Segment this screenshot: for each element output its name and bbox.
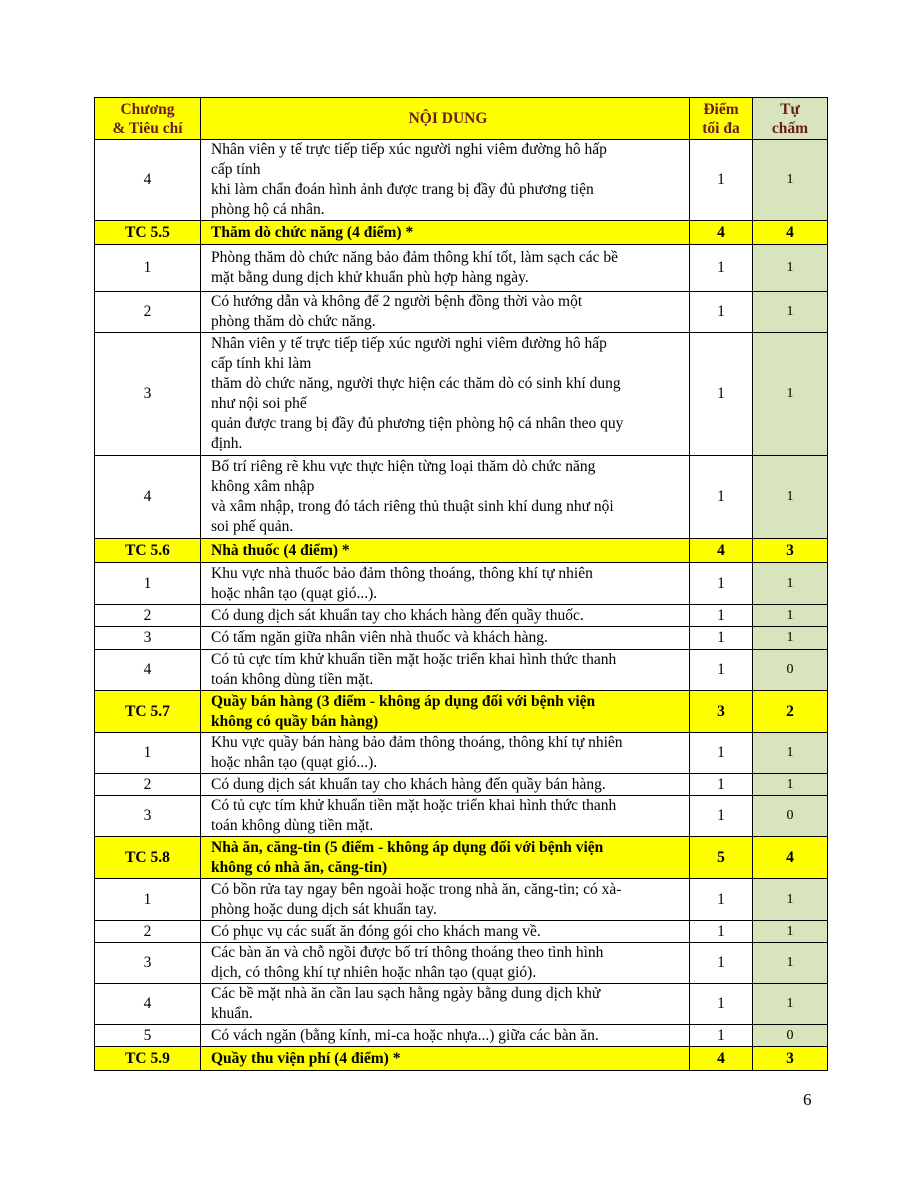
row-content: Có hướng dẫn và không để 2 người bệnh đồng thời vào một phòng thăm dò chức năng. — [201, 292, 690, 333]
page-number: 6 — [803, 1090, 812, 1109]
row-max-score: 1 — [690, 774, 753, 796]
row-content: Các bề mặt nhà ăn cần lau sạch hằng ngày bằng dung dịch khử khuẩn. — [201, 984, 690, 1025]
row-self-score: 1 — [753, 563, 828, 605]
row-content: Có dung dịch sát khuẩn tay cho khách hàng đến quầy bán hàng. — [201, 774, 690, 796]
row-max-score: 1 — [690, 333, 753, 456]
row-max-score: 1 — [690, 456, 753, 539]
row-number: 4 — [95, 140, 201, 221]
row-content: Có vách ngăn (bằng kính, mi-ca hoặc nhựa...) giữa các bàn ăn. — [201, 1025, 690, 1047]
row-number: 4 — [95, 456, 201, 539]
table-row — [95, 627, 828, 650]
row-content: Có bồn rửa tay ngay bên ngoài hoặc trong nhà ăn, căng-tin; có xà- phòng hoặc dung dịch sát khuẩn tay. — [201, 879, 690, 921]
row-content: Có tấm ngăn giữa nhân viên nhà thuốc và khách hàng. — [201, 627, 690, 650]
section-row — [95, 691, 828, 733]
table-row — [95, 879, 828, 921]
row-number: TC 5.8 — [95, 837, 201, 879]
row-max-score: 1 — [690, 943, 753, 984]
row-self-score: 1 — [753, 879, 828, 921]
row-number: TC 5.5 — [95, 221, 201, 245]
row-number: 3 — [95, 796, 201, 837]
row-number: 5 — [95, 1025, 201, 1047]
table-body — [95, 140, 828, 1071]
row-self-score: 4 — [753, 837, 828, 879]
row-max-score: 1 — [690, 921, 753, 943]
header-chapter: Chương & Tiêu chí — [95, 98, 201, 140]
row-content: Phòng thăm dò chức năng bảo đảm thông khí tốt, làm sạch các bề mặt bằng dung dịch khử khuẩn phù hợp hàng ngày. — [201, 245, 690, 292]
row-max-score: 1 — [690, 245, 753, 292]
row-number: 2 — [95, 605, 201, 627]
row-max-score: 1 — [690, 563, 753, 605]
row-content: Nhân viên y tế trực tiếp tiếp xúc người nghi viêm đường hô hấp cấp tính khi làm chẩn đoán hình ảnh được trang bị đầy đủ phương tiện phòng hộ cá nhân. — [201, 140, 690, 221]
row-number: 4 — [95, 650, 201, 691]
section-row — [95, 539, 828, 563]
row-number: 4 — [95, 984, 201, 1025]
row-self-score: 3 — [753, 1047, 828, 1071]
row-content: Bố trí riêng rẽ khu vực thực hiện từng loại thăm dò chức năng không xâm nhập và xâm nhập, trong đó tách riêng thủ thuật sinh khí dung như nội soi phế quản. — [201, 456, 690, 539]
row-self-score: 1 — [753, 140, 828, 221]
section-row — [95, 221, 828, 245]
table-row — [95, 563, 828, 605]
row-self-score: 1 — [753, 292, 828, 333]
row-number: 1 — [95, 733, 201, 774]
row-number: 2 — [95, 292, 201, 333]
table-row — [95, 984, 828, 1025]
row-self-score: 3 — [753, 539, 828, 563]
row-self-score: 1 — [753, 943, 828, 984]
row-max-score: 5 — [690, 837, 753, 879]
row-max-score: 1 — [690, 879, 753, 921]
row-content: Nhà ăn, căng-tin (5 điểm - không áp dụng đối với bệnh viện không có nhà ăn, căng-tin) — [201, 837, 690, 879]
row-self-score: 1 — [753, 456, 828, 539]
table-header-row — [95, 98, 828, 140]
row-number: 1 — [95, 245, 201, 292]
row-number: 3 — [95, 943, 201, 984]
row-number: 1 — [95, 879, 201, 921]
row-max-score: 1 — [690, 796, 753, 837]
table-row — [95, 292, 828, 333]
row-max-score: 1 — [690, 627, 753, 650]
row-number: 2 — [95, 921, 201, 943]
row-content: Có phục vụ các suất ăn đóng gói cho khách mang về. — [201, 921, 690, 943]
row-max-score: 4 — [690, 539, 753, 563]
table-row — [95, 1025, 828, 1047]
row-self-score: 0 — [753, 650, 828, 691]
section-row — [95, 837, 828, 879]
table-row — [95, 943, 828, 984]
row-max-score: 1 — [690, 650, 753, 691]
table-row — [95, 456, 828, 539]
row-self-score: 1 — [753, 733, 828, 774]
row-max-score: 3 — [690, 691, 753, 733]
row-self-score: 1 — [753, 984, 828, 1025]
row-number: 2 — [95, 774, 201, 796]
row-max-score: 1 — [690, 292, 753, 333]
row-max-score: 1 — [690, 140, 753, 221]
row-content: Khu vực quầy bán hàng bảo đảm thông thoáng, thông khí tự nhiên hoặc nhân tạo (quạt gió...). — [201, 733, 690, 774]
row-max-score: 1 — [690, 733, 753, 774]
row-self-score: 0 — [753, 1025, 828, 1047]
row-content: Có tủ cực tím khử khuẩn tiền mặt hoặc triển khai hình thức thanh toán không dùng tiền mặt. — [201, 796, 690, 837]
row-number: 3 — [95, 627, 201, 650]
row-content: Quầy thu viện phí (4 điểm) * — [201, 1047, 690, 1071]
row-number: TC 5.6 — [95, 539, 201, 563]
row-self-score: 4 — [753, 221, 828, 245]
table-row — [95, 796, 828, 837]
row-self-score: 1 — [753, 245, 828, 292]
row-content: Nhà thuốc (4 điểm) * — [201, 539, 690, 563]
row-max-score: 1 — [690, 1025, 753, 1047]
row-self-score: 1 — [753, 627, 828, 650]
row-number: TC 5.9 — [95, 1047, 201, 1071]
table-row — [95, 605, 828, 627]
header-self-score: Tự chấm — [753, 98, 828, 140]
header-max-score: Điểm tối đa — [690, 98, 753, 140]
scoring-table — [94, 97, 828, 1071]
row-number: 1 — [95, 563, 201, 605]
row-content: Có dung dịch sát khuẩn tay cho khách hàng đến quầy thuốc. — [201, 605, 690, 627]
row-self-score: 0 — [753, 796, 828, 837]
row-content: Nhân viên y tế trực tiếp tiếp xúc người nghi viêm đường hô hấp cấp tính khi làm thăm dò chức năng, người thực hiện các thăm dò có sinh khí dung như nội soi phế quản được trang bị đầy đủ phương tiện phòng hộ cá nhân theo quy định. — [201, 333, 690, 456]
row-self-score: 1 — [753, 774, 828, 796]
header-content: NỘI DUNG — [201, 98, 690, 140]
row-max-score: 4 — [690, 1047, 753, 1071]
table-row — [95, 650, 828, 691]
row-content: Các bàn ăn và chỗ ngồi được bố trí thông thoáng theo tình hình dịch, có thông khí tự nhiên hoặc nhân tạo (quạt gió). — [201, 943, 690, 984]
section-row — [95, 1047, 828, 1071]
row-self-score: 1 — [753, 605, 828, 627]
row-content: Khu vực nhà thuốc bảo đảm thông thoáng, thông khí tự nhiên hoặc nhân tạo (quạt gió...). — [201, 563, 690, 605]
table-row — [95, 245, 828, 292]
row-self-score: 1 — [753, 921, 828, 943]
row-max-score: 1 — [690, 984, 753, 1025]
row-content: Thăm dò chức năng (4 điểm) * — [201, 221, 690, 245]
table-row — [95, 774, 828, 796]
row-number: 3 — [95, 333, 201, 456]
row-max-score: 1 — [690, 605, 753, 627]
row-number: TC 5.7 — [95, 691, 201, 733]
row-self-score: 1 — [753, 333, 828, 456]
table-row — [95, 921, 828, 943]
table-row — [95, 140, 828, 221]
row-max-score: 4 — [690, 221, 753, 245]
table-row — [95, 333, 828, 456]
row-content: Có tủ cực tím khử khuẩn tiền mặt hoặc triển khai hình thức thanh toán không dùng tiền mặt. — [201, 650, 690, 691]
row-content: Quầy bán hàng (3 điểm - không áp dụng đối với bệnh viện không có quầy bán hàng) — [201, 691, 690, 733]
row-self-score: 2 — [753, 691, 828, 733]
table-row — [95, 733, 828, 774]
